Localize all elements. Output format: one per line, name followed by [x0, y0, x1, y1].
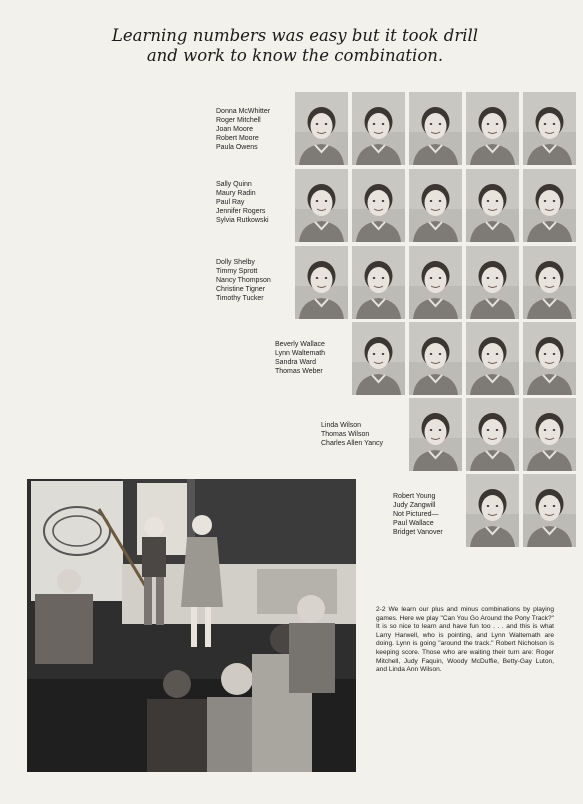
student-name: Robert Moore — [216, 134, 259, 142]
student-portrait — [523, 92, 576, 165]
student-name: Dolly Shelby — [216, 259, 255, 266]
name-list-row-2 — [216, 181, 269, 226]
student-portrait — [466, 398, 519, 471]
student-name: Beverly Wallace — [275, 341, 325, 348]
student-name: Maury Radin — [216, 189, 256, 197]
student-name: Timmy Sprott — [216, 267, 258, 275]
student-portrait — [352, 92, 405, 165]
name-list-row-6 — [393, 493, 443, 538]
student-name: Christine Tigner — [216, 285, 266, 293]
student-name: Paul Ray — [216, 198, 245, 206]
student-portrait — [466, 474, 519, 547]
student-name: Jennifer Rogers — [216, 207, 266, 215]
not-pictured-label: Not Pictured— — [393, 510, 439, 518]
student-name: Sandra Ward — [275, 358, 316, 366]
student-portrait — [466, 322, 519, 395]
name-list-row-1 — [216, 108, 270, 153]
student-portrait — [352, 246, 405, 319]
name-list-row-4 — [275, 341, 325, 377]
heading-line-1: Learning numbers was easy but it took drill — [111, 26, 479, 45]
student-portrait — [466, 169, 519, 242]
student-name: Linda Wilson — [321, 422, 362, 429]
student-name: Charles Allen Yancy — [321, 439, 383, 447]
student-portrait — [523, 246, 576, 319]
student-portrait — [352, 322, 405, 395]
student-portrait — [466, 92, 519, 165]
heading-line-2: and work to know the combination. — [146, 46, 444, 65]
student-portrait — [409, 92, 462, 165]
student-portrait — [295, 92, 348, 165]
student-name: Bridget Vanover — [393, 528, 443, 536]
student-portrait — [409, 169, 462, 242]
name-list-row-3 — [216, 259, 271, 304]
student-portrait — [523, 398, 576, 471]
student-portrait — [409, 246, 462, 319]
student-portrait — [523, 474, 576, 547]
student-name: Joan Moore — [216, 125, 253, 133]
student-name: Lynn Waltemath — [275, 349, 326, 357]
student-name: Sylvia Rutkowski — [216, 216, 269, 224]
student-name: Paula Owens — [216, 143, 258, 151]
student-name: Paul Wallace — [393, 519, 434, 527]
page-heading — [80, 26, 510, 66]
student-name: Donna McWhitter — [216, 108, 271, 115]
student-name: Timothy Tucker — [216, 294, 264, 302]
student-portrait — [409, 322, 462, 395]
student-name: Sally Quinn — [216, 181, 252, 188]
student-name: Robert Young — [393, 493, 436, 500]
student-name: Roger Mitchell — [216, 116, 261, 124]
student-name: Thomas Wilson — [321, 430, 370, 438]
student-portrait — [523, 169, 576, 242]
student-name: Thomas Weber — [275, 367, 323, 375]
name-list-row-5 — [321, 422, 383, 449]
student-portrait — [295, 169, 348, 242]
student-portrait — [295, 246, 348, 319]
photo-caption: 2-2 We learn our plus and minus combinations by playing games. Here we play "Can You Go Around the Pony Track?" It is so nice to learn and have fun too . . . and this is what Larry Harwell, who is pointing, and Lynn Waltemath are doing. Lynn is going "around the track." Robert Nicholson is keeping score. Those who are waiting their turn are: Roger Mitchell, Judy Faquin, Woody McDuffie, Betty-Gay Luton, and Linda Ann Wilson. — [376, 606, 554, 674]
student-portrait — [523, 322, 576, 395]
student-portrait — [466, 246, 519, 319]
classroom-game-photo — [27, 479, 356, 772]
student-name: Nancy Thompson — [216, 276, 271, 284]
student-portrait — [352, 169, 405, 242]
student-name: Judy Zangwill — [393, 501, 436, 509]
student-portrait — [409, 398, 462, 471]
